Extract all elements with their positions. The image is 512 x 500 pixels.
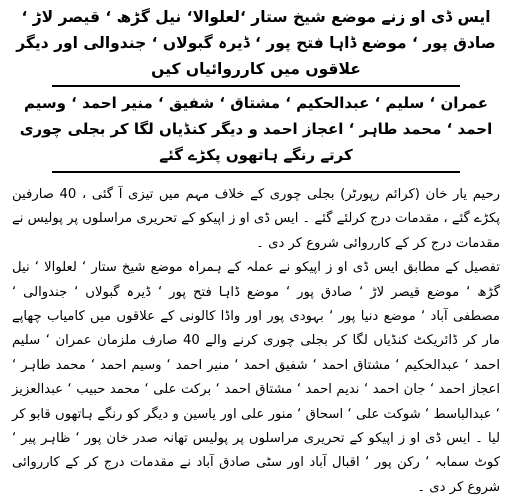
headline: ایس ڈی او زنے موضع شیخ ستار ‘لعلوالا‘ نیل گڑھ ‘ قیصر لاڑ ‘ صادق پور ‘ موضع ڈاہا فتح پور ‘ ڈیرہ گبولاں ‘ جندوالی اور دیگر علاقوں میں کارروائیاں کیں [16,8,496,78]
article-body [12,183,500,500]
headline-divider [52,85,460,87]
article-paragraph-1: رحیم یار خان (کرائم رپورٹر) بجلی چوری کے خلاف مہم میں تیزی آ گئی ، 40 صارفین پکڑے گئے ، مقدمات درج کرلئے گئے ۔ ایس ڈی او ز اپیکو کے تحریری مراسلوں پر پولیس نے مقدمات درج کر کے کارروائی شروع کر دی ۔ [12,187,500,251]
subheadline: عمران ‘ سلیم ‘ عبدالحکیم ‘ مشتاق ‘ شفیق ‘ منیر احمد ‘ وسیم احمد ‘ محمد طاہر ‘ اعجاز احمد و دیگر کنڈیاں لگا کر بجلی چوری کرتے رنگے ہاتھوں پکڑے گئے [19,94,493,164]
subheadline-divider [52,171,460,173]
article-paragraph-2: تفصیل کے مطابق ایس ڈی او ز اپیکو نے عملہ کے ہمراہ موضع شیخ ستار ‘ لعلوالا ‘ نیل گڑھ ‘ موضع قیصر لاڑ ‘ صادق پور ‘ موضع ڈاہا فتح پور ‘ ڈیرہ گبولاں ‘ جندوالی ‘ مصطفی آباد ‘ موضع دنیا پور ‘ بہودی پور اور واڈا کالونی کے علاقوں میں کامیاب چھاپے مار کر ڈائریکٹ کنڈیاں لگا کر بجلی چوری کرنے والے 40 صارف ملزمان عمران ‘ سلیم احمد ‘ عبدالحکیم ‘ مشتاق احمد ‘ شفیق احمد ‘ منیر احمد ‘ وسیم احمد ‘ محمد طاہر ‘ اعجاز احمد ‘ جان احمد ‘ ندیم احمد ‘ مشتاق احمد ‘ برکت علی ‘ محمد حبیب ‘ عبدالعزیز ‘ عبدالباسط ‘ شوکت علی ‘ اسحاق ‘ منور علی اور یاسین و دیگر کو رنگے ہاتھوں قابو کر لیا ۔ ایس ڈی او ز اپیکو کے تحریری مراسلوں پر پولیس تھانہ صدر خان پور ‘ ظاہر پیر ‘ کوٹ سمابہ ‘ رکن پور ‘ اقبال آباد اور سٹی صادق آباد نے مقدمات درج کر کے کارروائی شروع کر دی ۔ [12,260,500,495]
